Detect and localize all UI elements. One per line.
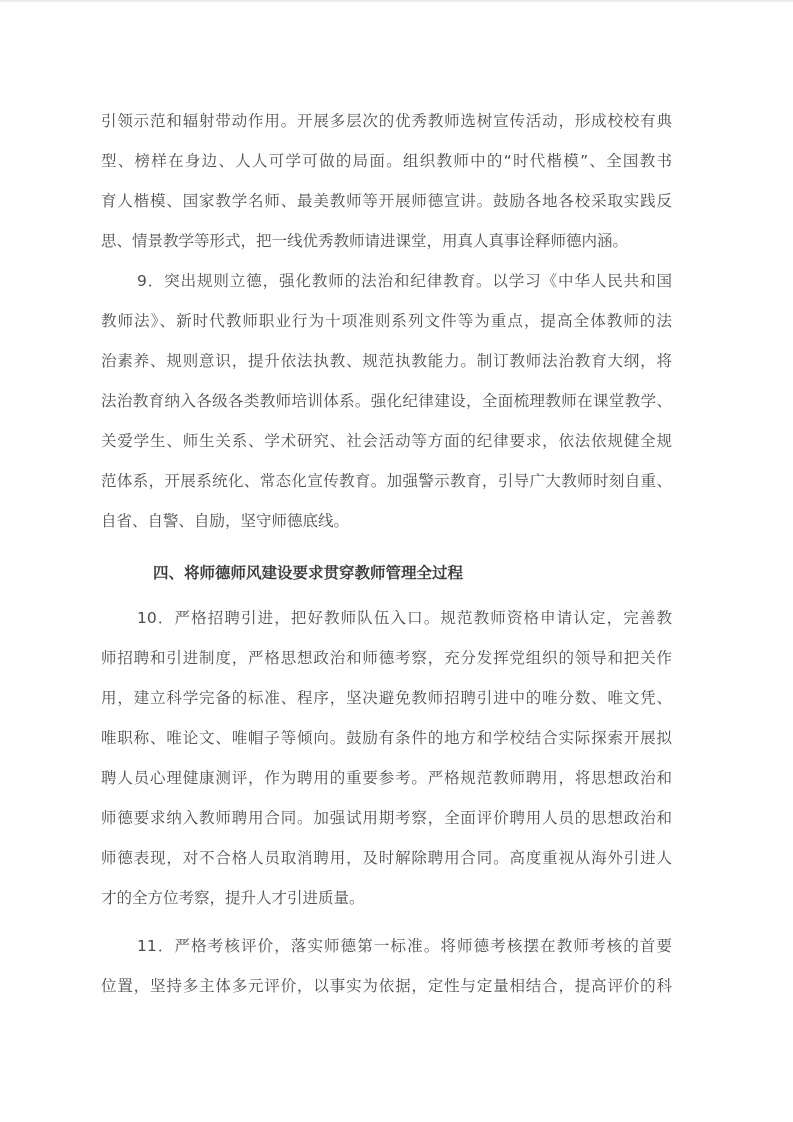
para-9 — [101, 261, 672, 541]
para-8-continuation — [101, 101, 672, 261]
text-line: 自省、自警、自励，坚守师德底线。 — [101, 512, 350, 530]
text-line: 教师法》、新时代教师职业行为十项准则系列文件等为重点，提高全体教师的法 — [101, 312, 672, 330]
text-line: 引领示范和辐射带动作用。开展多层次的优秀教师选树宣传活动，形成校校有典 — [101, 112, 672, 130]
text-line: 型、榜样在身边、人人可学可做的局面。组织教师中的“时代楷模”、全国教书 — [101, 152, 672, 170]
para-11 — [101, 926, 672, 1006]
text-line: 用，建立科学完备的标准、程序，坚决避免教师招聘引进中的唯分数、唯文凭、 — [101, 689, 672, 707]
text-line: 治素养、规则意识，提升依法执教、规范执教能力。制订教师法治教育大纲，将 — [101, 352, 672, 370]
text-line: 育人楷模、国家教学名师、最美教师等开展师德宣讲。鼓励各地各校采取实践反 — [101, 192, 672, 210]
heading-line: 四、将师德师风建设要求贯穿教师管理全过程 — [153, 564, 464, 582]
text-line: 关爱学生、师生关系、学术研究、社会活动等方面的纪律要求，依法依规健全规 — [101, 432, 672, 450]
text-line: 师德要求纳入教师聘用合同。加强试用期考察，全面评价聘用人员的思想政治和 — [101, 809, 672, 827]
text-line: 思、情景教学等形式，把一线优秀教师请进课堂，用真人真事诠释师德内涵。 — [101, 232, 629, 250]
text-line: 聘人员心理健康测评，作为聘用的重要参考。严格规范教师聘用，将思想政治和 — [101, 769, 672, 787]
text-line: 范体系，开展系统化、常态化宣传教育。加强警示教育，引导广大教师时刻自重、 — [101, 472, 672, 490]
text-line: 11．严格考核评价，落实师德第一标准。将师德考核摆在教师考核的首要 — [137, 937, 672, 955]
para-10 — [101, 598, 672, 918]
text-line: 9．突出规则立德，强化教师的法治和纪律教育。以学习《中华人民共和国 — [137, 272, 672, 290]
text-line: 位置，坚持多主体多元评价，以事实为依据，定性与定量相结合，提高评价的科 — [101, 977, 672, 995]
text-line: 才的全方位考察，提升人才引进质量。 — [101, 889, 365, 907]
section-4-heading — [101, 553, 672, 593]
text-line: 师招聘和引进制度，严格思想政治和师德考察，充分发挥党组织的领导和把关作 — [101, 649, 672, 667]
text-line: 师德表现，对不合格人员取消聘用，及时解除聘用合同。高度重视从海外引进人 — [101, 849, 672, 867]
text-line: 法治教育纳入各级各类教师培训体系。强化纪律建设，全面梳理教师在课堂教学、 — [101, 392, 672, 410]
text-line: 唯职称、唯论文、唯帽子等倾向。鼓励有条件的地方和学校结合实际探索开展拟 — [101, 729, 672, 747]
text-line: 10．严格招聘引进，把好教师队伍入口。规范教师资格申请认定，完善教 — [137, 609, 672, 627]
